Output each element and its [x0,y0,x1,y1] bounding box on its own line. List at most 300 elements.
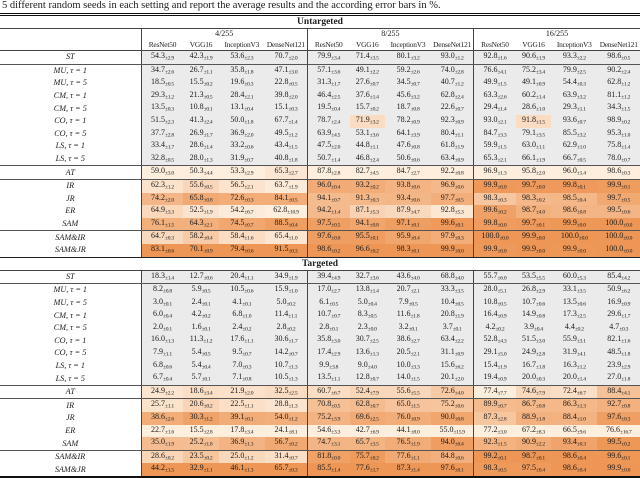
table-row [0,284,640,297]
result-cell [350,347,385,360]
result-errorbar: ±7.7 [497,390,507,397]
result-errorbar: ±3.6 [331,69,341,76]
result-errorbar: ±0.3 [288,248,298,255]
result-value: 93.4 [396,192,411,202]
result-errorbar: ±1.3 [576,404,586,411]
result-errorbar: ±1.8 [288,157,298,164]
result-errorbar: ±4.0 [410,275,420,282]
result-errorbar: ±4.7 [410,209,420,216]
result-errorbar: ±1.0 [576,416,586,423]
result-cell [219,463,265,477]
table-row [0,193,640,206]
result-errorbar: ±1.8 [621,376,631,383]
result-errorbar: ±1.6 [497,55,507,62]
result-value: 99.9 [483,243,498,253]
result-cell [141,115,183,128]
result-value: 43.6 [396,270,411,280]
result-cell [350,463,385,477]
result-cell [474,90,516,103]
result-errorbar: ±4.4 [203,170,213,177]
result-errorbar: ±10.9 [287,209,299,216]
result-errorbar: ±0.7 [331,197,341,204]
result-errorbar: ±1.3 [165,339,174,346]
result-cell [141,153,183,166]
result-cell [431,297,473,310]
result-cell [474,218,516,231]
result-errorbar: ±0.4 [163,313,172,320]
result-errorbar: ±2.0 [454,376,464,383]
result-cell [474,399,516,412]
model-header: DenseNet121 [597,39,640,51]
result-cell [597,399,640,412]
result-value: 92.8 [483,51,498,60]
result-value: 16.9 [607,296,622,306]
result-errorbar: ±1.1 [369,144,379,151]
corner-cell [0,39,141,51]
row-label: JR [0,193,141,206]
result-cell [385,90,431,103]
result-value: 65.7 [274,463,289,473]
result-value: 4.2 [485,321,496,331]
result-cell [385,218,431,231]
result-value: 81.8 [317,450,332,460]
result-errorbar: ±0.9 [454,119,464,126]
result-errorbar: ±1.5 [410,404,420,411]
result-cell [183,425,218,438]
result-errorbar: ±1.9 [536,157,545,164]
row-label: SAM [0,437,141,450]
result-errorbar: ±1.1 [410,455,420,462]
result-cell [141,372,183,385]
result-cell [350,372,385,385]
result-errorbar: ±3.9 [331,416,341,423]
result-errorbar: ±2.7 [331,288,341,295]
model-header: ResNet50 [474,39,516,51]
result-value: 32.5 [274,385,289,395]
result-errorbar: ±0.6 [621,209,631,216]
result-errorbar: ±0.0 [497,184,507,191]
model-header: InceptionV3 [551,39,597,51]
table-row [0,77,640,90]
result-errorbar: ±0.7 [497,404,507,411]
result-cell [265,425,307,438]
result-errorbar: ±0.8 [454,416,464,423]
result-value: 96.9 [440,179,455,189]
result-value: 96.0 [317,179,332,189]
result-cell [516,360,551,373]
result-value: 88.4 [562,412,577,422]
result-errorbar: ±0.3 [288,468,298,474]
result-value: 77.2 [483,424,498,434]
result-value: 60.7 [317,385,332,395]
result-cell [219,90,265,103]
result-errorbar: ±2.8 [331,170,341,177]
result-cell [431,231,473,244]
result-cell [183,205,218,218]
result-errorbar: ±1.2 [203,416,213,423]
result-errorbar: ±0.3 [576,81,586,88]
result-errorbar: ±1.7 [331,81,341,88]
result-cell [431,244,473,257]
result-cell [141,244,183,257]
result-cell [350,115,385,128]
result-cell [385,51,431,65]
result-cell [350,90,385,103]
result-errorbar: ±0.9 [410,416,420,423]
result-cell [516,309,551,322]
result-errorbar: ±1.2 [288,416,298,423]
result-value: 64.9 [151,205,166,215]
result-errorbar: ±1.2 [244,455,254,462]
result-errorbar: ±4.5 [369,170,379,177]
result-value: 21.9 [230,385,245,395]
result-errorbar: ±2.3 [244,55,254,62]
result-value: 92.2 [440,166,455,176]
result-cell [385,270,431,284]
result-cell [516,322,551,335]
result-cell [141,218,183,231]
result-value: 76.0 [396,412,411,422]
result-errorbar: ±0.1 [536,455,545,462]
result-cell [597,193,640,206]
result-errorbar: ±0.4 [331,184,341,191]
result-cell [350,193,385,206]
result-value: 43.4 [274,140,289,150]
result-value: 99.6 [483,205,498,215]
result-cell [385,128,431,141]
result-value: 70.7 [274,51,289,60]
table-row [0,102,640,115]
result-errorbar: ±0.6 [244,144,254,151]
result-value: 10.8 [189,102,204,112]
result-cell [597,425,640,438]
result-cell [474,179,516,192]
result-value: 18.7 [396,102,411,112]
result-cell [265,140,307,153]
result-errorbar: ±0.8 [454,170,464,177]
result-cell [265,334,307,347]
result-errorbar: ±1.3 [369,351,379,358]
result-errorbar: ±0.5 [367,313,377,320]
result-errorbar: ±3.0 [288,69,298,76]
result-value: 63.4 [440,334,455,344]
result-cell [385,115,431,128]
result-cell [350,425,385,438]
result-cell [265,205,307,218]
result-errorbar: ±1.5 [621,106,631,113]
result-cell [350,51,385,65]
result-value: 31.1 [440,347,455,357]
result-errorbar: ±0.2 [369,248,379,255]
result-cell [431,372,473,385]
result-value: 5.0 [276,296,287,306]
result-errorbar: ±3.2 [576,132,586,139]
result-errorbar: ±0.1 [201,376,211,383]
result-value: 80.4 [440,127,455,137]
result-value: 16.7 [522,359,537,369]
result-errorbar: ±3.0 [331,339,341,346]
result-errorbar: ±1.2 [576,364,586,371]
result-cell [265,297,307,310]
result-cell [265,102,307,115]
model-header-row [0,39,640,51]
result-errorbar: ±0.2 [574,326,584,333]
result-cell [219,218,265,231]
row-label: CO, τ = 1 [0,115,141,128]
result-cell [219,334,265,347]
result-errorbar: ±5.1 [497,288,507,295]
result-cell [219,425,265,438]
result-cell [307,309,349,322]
result-errorbar: ±0.2 [621,119,631,126]
result-errorbar: ±15.9 [453,429,465,436]
result-cell [141,450,183,463]
result-errorbar: ±0.6 [454,404,464,411]
result-value: 100.0 [605,217,624,227]
result-cell [431,166,473,180]
result-cell [516,334,551,347]
result-cell [141,140,183,153]
result-cell [265,360,307,373]
result-cell [219,128,265,141]
result-errorbar: ±1.4 [369,288,379,295]
result-errorbar: ±0.0 [623,235,633,242]
result-value: 20.0 [562,372,577,382]
result-value: 79.1 [522,127,537,137]
result-value: 95.9 [396,231,411,241]
result-cell [551,450,597,463]
section-title-label: Targeted [0,257,640,270]
result-value: 62.8 [440,89,455,99]
result-cell [265,309,307,322]
result-cell [474,193,516,206]
result-value: 64.3 [189,217,204,227]
result-cell [265,270,307,284]
result-errorbar: ±0.8 [410,144,420,151]
result-value: 99.9 [483,179,498,189]
result-errorbar: ±3.4 [536,69,545,76]
result-cell [265,179,307,192]
result-errorbar: ±4.5 [331,132,341,139]
result-value: 67.2 [522,424,537,434]
result-value: 98.5 [562,192,577,202]
result-cell [141,284,183,297]
result-cell [431,385,473,399]
result-errorbar: ±1.5 [165,222,174,229]
result-cell [597,244,640,257]
result-cell [474,115,516,128]
result-errorbar: ±4.2 [621,275,631,282]
result-cell [597,102,640,115]
result-cell [350,244,385,257]
result-value: 99.7 [522,179,537,189]
table-row [0,347,640,360]
result-cell [219,347,265,360]
result-value: 35.8 [317,334,332,344]
result-value: 19.4 [483,372,498,382]
result-value: 75.2 [440,399,455,409]
row-label: SAM&IR [0,231,141,244]
result-errorbar: ±0.5 [288,197,298,204]
result-errorbar: ±0.3 [165,235,174,242]
result-errorbar: ±2.1 [497,157,507,164]
result-cell [431,425,473,438]
result-value: 38.6 [396,334,411,344]
model-header: InceptionV3 [219,39,265,51]
result-value: 93.3 [562,51,577,60]
result-errorbar: ±3.8 [329,364,339,371]
result-errorbar: ±16.7 [620,429,632,436]
result-errorbar: ±0.5 [329,301,339,308]
result-errorbar: ±0.5 [165,157,174,164]
result-cell [183,90,218,103]
result-value: 3.2 [398,321,409,331]
result-value: 55.9 [562,334,577,344]
result-value: 87.8 [317,166,332,176]
epsilon-header: 16/255 [474,29,640,40]
result-cell [516,244,551,257]
result-cell [183,153,218,166]
result-value: 3.0 [153,296,164,306]
result-cell [431,102,473,115]
result-errorbar: ±0.3 [244,81,254,88]
result-cell [474,77,516,90]
result-value: 98.3 [396,243,411,253]
result-cell [307,297,349,310]
result-errorbar: ±0.9 [621,301,631,308]
result-cell [265,463,307,477]
result-errorbar: ±0.7 [288,455,298,462]
result-errorbar: ±5.5 [536,275,545,282]
result-cell [385,166,431,180]
result-errorbar: ±1.4 [369,94,379,101]
result-value: 33.4 [151,140,166,150]
result-value: 99.9 [522,243,537,253]
result-value: 50.0 [230,114,245,124]
result-value: 45.6 [396,89,411,99]
result-errorbar: ±0.3 [369,197,379,204]
result-errorbar: ±1.1 [331,376,341,383]
result-cell [183,218,218,231]
result-value: 5.4 [191,359,202,369]
result-cell [474,166,516,180]
result-value: 55.6 [396,385,411,395]
result-errorbar: ±7.9 [369,390,379,397]
result-errorbar: ±2.9 [244,170,254,177]
result-errorbar: ±0.4 [576,468,586,474]
result-errorbar: ±1.4 [576,170,586,177]
result-cell [183,463,218,477]
result-cell [307,115,349,128]
result-value: 7.1 [232,372,243,382]
table-row [0,360,640,373]
result-cell [474,372,516,385]
row-label: CM, τ = 5 [0,102,141,115]
row-label: AT [0,166,141,180]
result-cell [307,231,349,244]
result-errorbar: ±2.8 [454,69,464,76]
result-value: 62.8 [607,77,622,87]
table-row [0,205,640,218]
result-errorbar: ±4.0 [367,364,377,371]
table-row [0,372,640,385]
result-cell [597,179,640,192]
result-cell [431,322,473,335]
result-cell [350,64,385,77]
result-errorbar: ±3.2 [410,94,420,101]
table-row [0,90,640,103]
result-errorbar: ±1.2 [454,81,464,88]
result-cell [551,244,597,257]
result-errorbar: ±1.8 [410,313,420,320]
result-value: 99.2 [483,450,498,460]
result-cell [516,179,551,192]
result-value: 44.1 [396,424,411,434]
results-table-body [0,16,640,478]
result-cell [474,322,516,335]
result-cell [431,179,473,192]
result-value: 61.8 [440,140,455,150]
model-header: VGG16 [183,39,218,51]
result-value: 39.8 [274,89,289,99]
result-value: 52.8 [483,334,498,344]
result-value: 4.1 [232,296,243,306]
result-errorbar: ±2.2 [454,339,464,346]
result-value: 20.5 [396,347,411,357]
result-value: 46.8 [355,152,370,162]
result-errorbar: ±0.6 [536,301,545,308]
result-errorbar: ±3.2 [369,119,379,126]
result-value: 88.4 [607,385,622,395]
result-errorbar: ±1.9 [288,184,298,191]
result-cell [551,193,597,206]
result-value: 47.5 [317,140,332,150]
result-cell [219,450,265,463]
result-cell [551,309,597,322]
result-cell [265,193,307,206]
result-cell [474,51,516,65]
table-row [0,218,640,231]
table-row [0,437,640,450]
result-errorbar: ±3.2 [576,94,586,101]
row-label: LS, τ = 5 [0,372,141,385]
result-errorbar: ±6.2 [621,288,631,295]
result-errorbar: ±1.2 [454,55,464,62]
result-value: 64.7 [151,231,166,241]
result-errorbar: ±9.6 [576,429,586,436]
result-value: 97.5 [317,217,332,227]
result-errorbar: ±0.3 [454,235,464,242]
result-cell [516,205,551,218]
result-errorbar: ±3.0 [536,339,545,346]
result-value: 3.9 [524,321,535,331]
result-value: 77.6 [355,463,370,473]
result-errorbar: ±3.2 [410,55,420,62]
result-value: 5.4 [191,347,202,357]
result-errorbar: ±0.3 [288,106,298,113]
result-cell [385,193,431,206]
result-cell [265,399,307,412]
result-cell [219,51,265,65]
result-errorbar: ±2.9 [331,351,341,358]
result-value: 98.6 [562,463,577,473]
result-cell [350,270,385,284]
result-value: 22.8 [274,77,289,87]
result-value: 55.6 [189,179,204,189]
result-value: 99.6 [607,450,622,460]
result-cell [219,385,265,399]
result-value: 84.7 [396,166,411,176]
